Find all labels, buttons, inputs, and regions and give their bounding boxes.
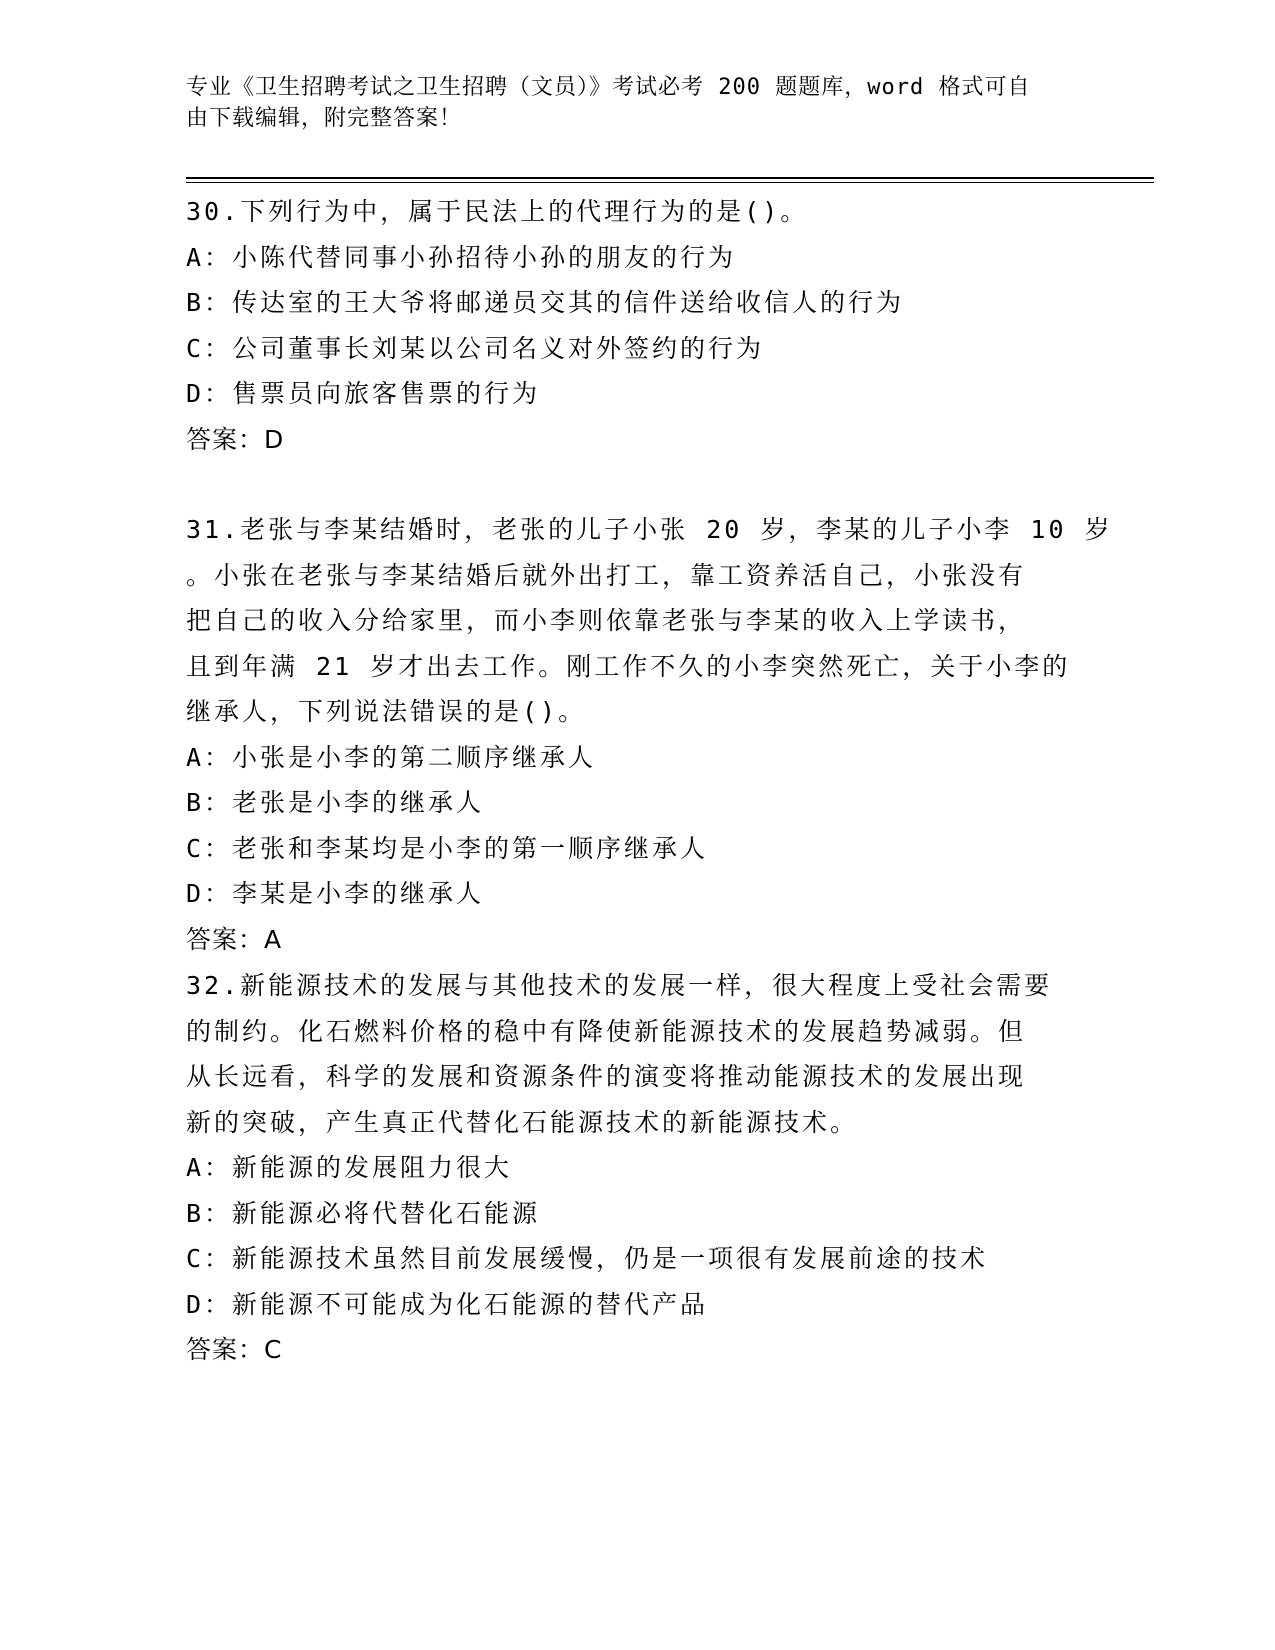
stem-line: 把自己的收入分给家里，而小李则依靠老张与李某的收入上学读书， xyxy=(186,606,1027,635)
option-a: A：小陈代替同事小孙招待小孙的朋友的行为 xyxy=(186,242,737,272)
answer-label: 答案：C xyxy=(186,1335,283,1364)
stem-line: 32.新能源技术的发展与其他技术的发展一样，很大程度上受社会需要 xyxy=(186,971,1053,1000)
option-c: C：老张和李某均是小李的第一顺序继承人 xyxy=(186,833,709,863)
question-30 xyxy=(186,189,1086,462)
option-c: C：新能源技术虽然目前发展缓慢，仍是一项很有发展前途的技术 xyxy=(186,1244,989,1273)
header-line: 由下载编辑，附完整答案！ xyxy=(186,106,463,131)
header-divider xyxy=(186,182,1154,183)
stem-line: 新的突破，产生真正代替化石能源技术的新能源技术。 xyxy=(186,1107,859,1137)
header-line: 专业《卫生招聘考试之卫生招聘（文员）》考试必考 200 题题库，word 格式可自 xyxy=(186,75,1031,100)
document-header xyxy=(186,72,1066,134)
stem-line: 的制约。化石燃料价格的稳中有降使新能源技术的发展趋势减弱。但 xyxy=(186,1016,1027,1046)
option-d: D：新能源不可能成为化石能源的替代产品 xyxy=(186,1289,709,1319)
stem-line: 31.老张与李某结婚时，老张的儿子小张 20 岁，李某的儿子小李 10 岁 xyxy=(186,515,1113,544)
stem-line: 从长远看，科学的发展和资源条件的演变将推动能源技术的发展出现 xyxy=(186,1062,1027,1091)
question-32 xyxy=(186,963,1086,1373)
stem-line: 且到年满 21 岁才出去工作。刚工作不久的小李突然死亡，关于小李的 xyxy=(186,651,1071,681)
question-stem xyxy=(186,189,1086,235)
question-stem xyxy=(186,507,1113,735)
stem-line: 。小张在老张与李某结婚后就外出打工，靠工资养活自己，小张没有 xyxy=(186,560,1027,590)
option-c: C：公司董事长刘某以公司名义对外签约的行为 xyxy=(186,333,765,363)
header-divider xyxy=(186,177,1154,179)
stem-line: 30.下列行为中，属于民法上的代理行为的是()。 xyxy=(186,197,809,226)
option-d: D：李某是小李的继承人 xyxy=(186,879,485,908)
question-stem xyxy=(186,963,1086,1145)
option-d: D：售票员向旅客售票的行为 xyxy=(186,379,541,408)
option-a: A：新能源的发展阻力很大 xyxy=(186,1153,513,1182)
question-31 xyxy=(186,507,1113,962)
stem-line: 继承人，下列说法错误的是()。 xyxy=(186,697,587,726)
option-b: B：老张是小李的继承人 xyxy=(186,788,485,817)
option-b: B：传达室的王大爷将邮递员交其的信件送给收信人的行为 xyxy=(186,288,905,317)
answer-label: 答案：D xyxy=(186,424,285,454)
option-b: B：新能源必将代替化石能源 xyxy=(186,1198,541,1228)
option-a: A：小张是小李的第二顺序继承人 xyxy=(186,742,597,772)
answer-label: 答案：A xyxy=(186,924,283,954)
